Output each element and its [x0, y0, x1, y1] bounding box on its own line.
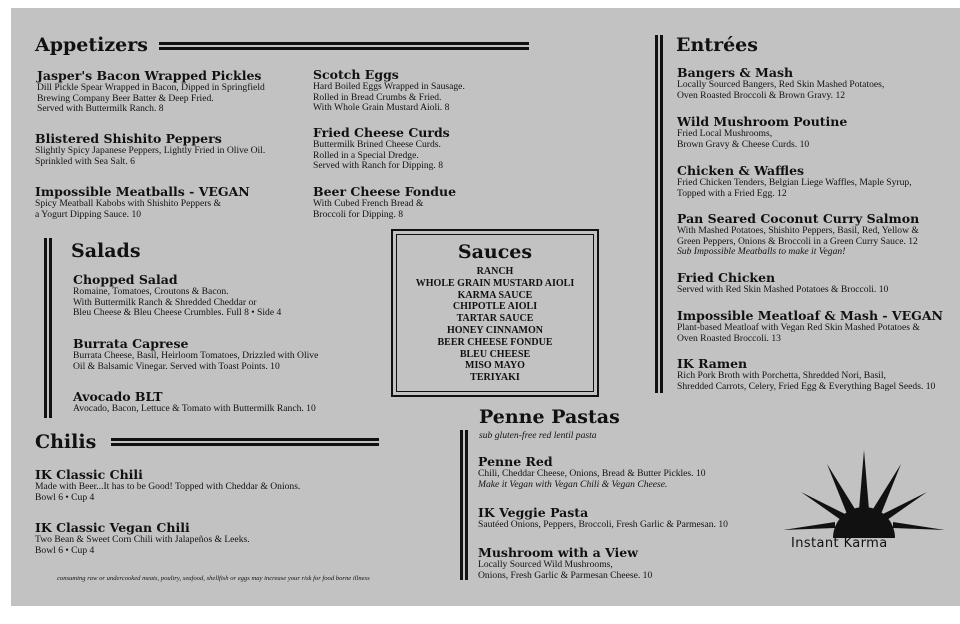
- item-description: Topped with a Fried Egg. 12: [677, 187, 787, 199]
- item-description: Bowl 6 • Cup 4: [35, 491, 95, 503]
- item-description: Hard Boiled Eggs Wrapped in Sausage.: [313, 81, 465, 92]
- item-description: Onions, Fresh Garlic & Parmesan Cheese. 10: [478, 569, 653, 581]
- item-name: Beer Cheese Fondue: [313, 184, 457, 199]
- item-description: Bowl 6 • Cup 4: [35, 544, 95, 556]
- menu-item-mushroom-poutine: [677, 114, 847, 150]
- entrees-rule: [655, 35, 663, 393]
- item-name: IK Ramen: [677, 356, 748, 371]
- item-description: Locally Sourced Wild Mushrooms,: [478, 559, 613, 570]
- sauce-item: TERIYAKI: [470, 372, 520, 384]
- menu-item-veggie-pasta: [478, 505, 728, 531]
- item-description: Romaine, Tomatoes, Croutons & Bacon.: [73, 286, 229, 297]
- item-name: Impossible Meatloaf & Mash - VEGAN: [677, 308, 943, 323]
- chilis-heading: Chilis: [35, 431, 97, 453]
- item-description: Two Bean & Sweet Corn Chili with Jalapeños & Leeks.: [35, 534, 250, 545]
- sauce-item: HONEY CINNAMON: [446, 324, 543, 336]
- item-name: IK Veggie Pasta: [478, 505, 589, 520]
- entrees-heading: Entrées: [676, 34, 758, 56]
- sauce-item: BLEU CHEESE: [459, 348, 531, 360]
- item-description: With Cubed French Bread &: [313, 198, 424, 209]
- item-description: Fried Local Mushrooms,: [677, 128, 773, 139]
- item-note: Sub Impossible Meatballs to make it Vegan!: [677, 246, 846, 258]
- salads-heading: Salads: [71, 240, 141, 262]
- menu-item-scotch-eggs: [313, 67, 465, 114]
- item-description: Oil & Balsamic Vinegar. Served with Toast Points. 10: [73, 360, 280, 372]
- item-name: Penne Red: [478, 454, 553, 469]
- item-description: Made with Beer...It has to be Good! Topped with Cheddar & Onions.: [35, 481, 301, 492]
- menu-item-classic-chili: [35, 467, 300, 503]
- pastas-heading: Penne Pastas: [479, 406, 620, 428]
- item-description: Chili, Cheddar Cheese, Onions, Bread & Butter Pickles. 10: [478, 468, 706, 479]
- item-name: Pan Seared Coconut Curry Salmon: [677, 211, 920, 226]
- menu-item-bangers-mash: [677, 65, 884, 101]
- item-name: Chopped Salad: [73, 272, 178, 287]
- appetizers-rule: [159, 42, 529, 50]
- menu-item-bacon-pickles: [37, 68, 265, 115]
- sauce-item: KARMA SAUCE: [457, 289, 533, 301]
- chilis-rule: [111, 438, 379, 446]
- salads-rule: [44, 238, 52, 418]
- menu-item-ik-ramen: [677, 356, 935, 392]
- item-description: Sautéed Onions, Peppers, Broccoli, Fresh Garlic & Parmesan. 10: [478, 519, 728, 530]
- item-description: Avocado, Bacon, Lettuce & Tomato with Buttermilk Ranch. 10: [73, 403, 316, 414]
- item-description: Spicy Meatball Kabobs with Shishito Peppers &: [35, 198, 222, 209]
- menu-item-chopped-salad: [73, 272, 281, 319]
- item-note: Make it Vegan with Vegan Chili & Vegan Cheese.: [478, 478, 668, 490]
- item-name: Chicken & Waffles: [677, 163, 805, 178]
- item-description: Sprinkled with Sea Salt. 6: [35, 155, 135, 167]
- item-description: Burrata Cheese, Basil, Heirloom Tomatoes, Drizzled with Olive: [73, 350, 319, 361]
- menu-item-penne-red: [478, 454, 706, 490]
- item-name: Impossible Meatballs - VEGAN: [35, 184, 250, 199]
- item-name: Wild Mushroom Poutine: [677, 114, 848, 129]
- item-description: Fried Chicken Tenders, Belgian Liege Waffles, Maple Syrup,: [677, 177, 912, 188]
- item-description: Brewing Company Beer Batter & Deep Fried.: [37, 92, 214, 104]
- pastas-rule: [460, 430, 468, 580]
- menu-item-beer-cheese-fondue: [313, 184, 456, 220]
- item-description: Bleu Cheese & Bleu Cheese Crumbles. Full 8 • Side 4: [73, 307, 282, 319]
- sauce-item: RANCH: [476, 266, 514, 277]
- sauces-box-inner: [396, 234, 594, 392]
- item-description: With Buttermilk Ranch & Shredded Cheddar or: [73, 296, 257, 308]
- sauce-item: BEER CHEESE FONDUE: [437, 336, 553, 348]
- food-safety-notice: consuming raw or undercooked meats, poultry, seafood, shellfish or eggs may increase your risk for food borne illness: [57, 575, 370, 582]
- menu-item-vegan-chili: [35, 520, 250, 556]
- menu-item-mushroom-view: [478, 545, 652, 581]
- menu-item-cheese-curds: [313, 125, 450, 172]
- item-name: Blistered Shishito Peppers: [35, 131, 222, 146]
- sauces-box: [391, 229, 599, 397]
- sauce-item: TARTAR SAUCE: [456, 313, 534, 325]
- sauce-item: MISO MAYO: [465, 360, 525, 372]
- item-name: Fried Chicken: [677, 270, 776, 285]
- sauces-heading: Sauces: [457, 241, 533, 263]
- item-name: IK Classic Chili: [35, 467, 143, 482]
- item-description: Rolled in Bread Crumbs & Fried.: [313, 91, 442, 103]
- menu-item-chicken-waffles: [677, 163, 912, 199]
- item-description: Buttermilk Brined Cheese Curds.: [313, 139, 441, 150]
- item-description: With Whole Grain Mustard Aioli. 8: [313, 102, 450, 114]
- item-description: Plant-based Meatloaf with Vegan Red Skin Mashed Potatoes &: [677, 322, 920, 333]
- sun-icon: [779, 448, 949, 538]
- item-description: Rolled in a Special Dredge.: [313, 149, 419, 161]
- item-description: Served with Buttermilk Ranch. 8: [37, 103, 164, 115]
- menu-item-avocado-blt: [73, 389, 316, 415]
- pastas-subtitle: sub gluten-free red lentil pasta: [479, 430, 597, 441]
- item-description: Broccoli for Dipping. 8: [313, 208, 404, 220]
- item-description: Locally Sourced Bangers, Red Skin Mashed Potatoes,: [677, 79, 885, 90]
- item-name: Scotch Eggs: [313, 67, 399, 82]
- appetizers-heading: Appetizers: [35, 34, 148, 56]
- item-description: a Yogurt Dipping Sauce. 10: [35, 208, 142, 220]
- menu-item-shishito: [35, 131, 265, 167]
- item-description: Oven Roasted Broccoli. 13: [677, 332, 781, 344]
- menu-item-impossible-meatballs: [35, 184, 250, 220]
- menu-item-impossible-meatloaf: [677, 308, 943, 344]
- logo-text: Instant Karma: [791, 536, 888, 551]
- sauce-item: WHOLE GRAIN MUSTARD AIOLI: [415, 277, 575, 289]
- menu-item-fried-chicken: [677, 270, 888, 296]
- item-description: Served with Ranch for Dipping. 8: [313, 160, 444, 172]
- menu-item-burrata: [73, 336, 318, 372]
- item-description: With Mashed Potatoes, Shishito Peppers, Basil, Red, Yellow &: [677, 225, 919, 236]
- menu-item-curry-salmon: [677, 211, 919, 258]
- item-description: Brown Gravy & Cheese Curds. 10: [677, 138, 810, 150]
- item-name: Mushroom with a View: [478, 545, 639, 560]
- item-description: Shredded Carrots, Celery, Fried Egg & Everything Bagel Seeds. 10: [677, 380, 936, 392]
- item-name: Avocado BLT: [73, 389, 163, 404]
- item-description: Dill Pickle Spear Wrapped in Bacon, Dipped in Springfield: [37, 82, 265, 93]
- item-name: Bangers & Mash: [677, 65, 794, 80]
- item-description: Green Peppers, Onions & Broccoli in a Green Curry Sauce. 12: [677, 235, 918, 247]
- menu-page: [11, 8, 960, 606]
- item-name: Fried Cheese Curds: [313, 125, 450, 140]
- item-name: IK Classic Vegan Chili: [35, 520, 190, 535]
- item-description: Slightly Spicy Japanese Peppers, Lightly Fried in Olive Oil.: [35, 145, 266, 156]
- item-description: Rich Pork Broth with Porchetta, Shredded Nori, Basil,: [677, 370, 886, 381]
- item-name: Jasper's Bacon Wrapped Pickles: [37, 68, 262, 83]
- item-name: Burrata Caprese: [73, 336, 189, 351]
- sauce-item: CHIPOTLE AIOLI: [452, 301, 538, 313]
- item-description: Served with Red Skin Mashed Potatoes & Broccoli. 10: [677, 284, 889, 295]
- item-description: Oven Roasted Broccoli & Brown Gravy. 12: [677, 89, 846, 101]
